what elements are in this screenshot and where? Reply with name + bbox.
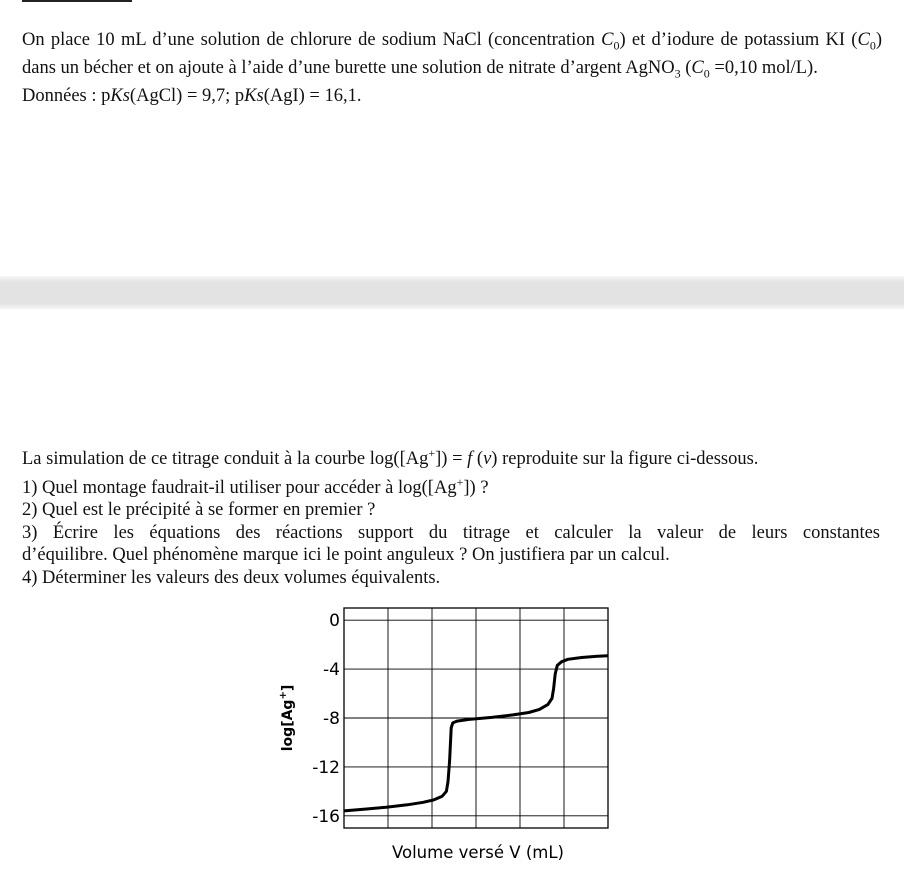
plus-sup: + xyxy=(428,446,436,460)
v-symbol: v xyxy=(483,449,492,470)
c0-symbol: C xyxy=(691,58,704,79)
donnees-1: (AgCl) = 9,7; p xyxy=(129,86,245,107)
c0-sub: 0 xyxy=(613,38,620,53)
y-tick-label: -4 xyxy=(323,660,340,681)
question-1 xyxy=(22,471,880,500)
problem-statement xyxy=(22,29,882,108)
c0-sub: 0 xyxy=(703,66,710,81)
c0-symbol: C xyxy=(601,30,614,50)
q1-text-a: 1) Quel montage faudrait-il utiliser pour accéder à log([Ag xyxy=(22,477,457,498)
intro-text-2: ) et d’iodure de potassium KI ( xyxy=(619,30,858,50)
plus-sup: + xyxy=(456,474,464,489)
section-separator xyxy=(0,276,904,309)
intro-text-3: ) dans un bécher et on ajoute à l’aide d’une burette une solution de nitrate d’argent AgNO xyxy=(22,30,882,79)
donnees-2: (AgI) = 16,1. xyxy=(263,86,362,107)
donnees-label: Données : p xyxy=(22,86,111,107)
c0-symbol: C xyxy=(857,30,870,50)
question-3a: 3) Écrire les équations des réactions support du titrage et calculer la valeur de leurs constantes xyxy=(22,522,880,543)
question-4: 4) Déterminer les valeurs des deux volumes équivalents. xyxy=(22,567,441,588)
question-2: 2) Quel est le précipité à se former en premier ? xyxy=(22,500,376,521)
q1-text-b: ]) ? xyxy=(463,477,489,498)
curve-intro-d: ) reproduite sur la figure ci-dessous. xyxy=(491,449,759,470)
y-tick-label: -8 xyxy=(323,709,340,729)
y-tick-label: -16 xyxy=(312,806,340,827)
intro-text-5: =0,10 mol/L). xyxy=(709,58,818,79)
intro-text-1: On place 10 mL d’une solution de chlorure de sodium NaCl (concentration xyxy=(22,30,602,50)
questions-block xyxy=(22,442,880,589)
curve-intro-c: ( xyxy=(472,449,484,470)
chart-ticks xyxy=(312,611,340,827)
question-3b: d’équilibre. Quel phénomène marque ici le point anguleux ? On justifiera par un calcul. xyxy=(22,545,670,566)
no3-sub: 3 xyxy=(674,66,681,81)
y-tick-label: -12 xyxy=(312,757,340,778)
top-rule xyxy=(22,0,132,2)
chart-svg xyxy=(270,600,630,872)
y-axis-label xyxy=(278,685,296,752)
curve-intro-b: ]) = xyxy=(435,449,468,470)
y-label-end: ] xyxy=(280,684,296,692)
curve-intro-a: La simulation de ce titrage conduit à la courbe log([Ag xyxy=(22,449,429,470)
y-tick-label: 0 xyxy=(329,611,340,632)
ks-symbol: Ks xyxy=(110,86,130,107)
y-label-sup: + xyxy=(278,691,289,700)
y-label-main: log[Ag xyxy=(280,699,296,752)
titration-chart xyxy=(270,600,630,872)
c0-sub: 0 xyxy=(869,38,876,53)
curve-intro xyxy=(22,442,880,471)
f-symbol: f xyxy=(467,449,473,470)
x-axis-label: Volume versé V (mL) xyxy=(392,843,564,862)
ks-symbol: Ks xyxy=(244,86,264,107)
intro-text-4: ( xyxy=(680,58,692,79)
